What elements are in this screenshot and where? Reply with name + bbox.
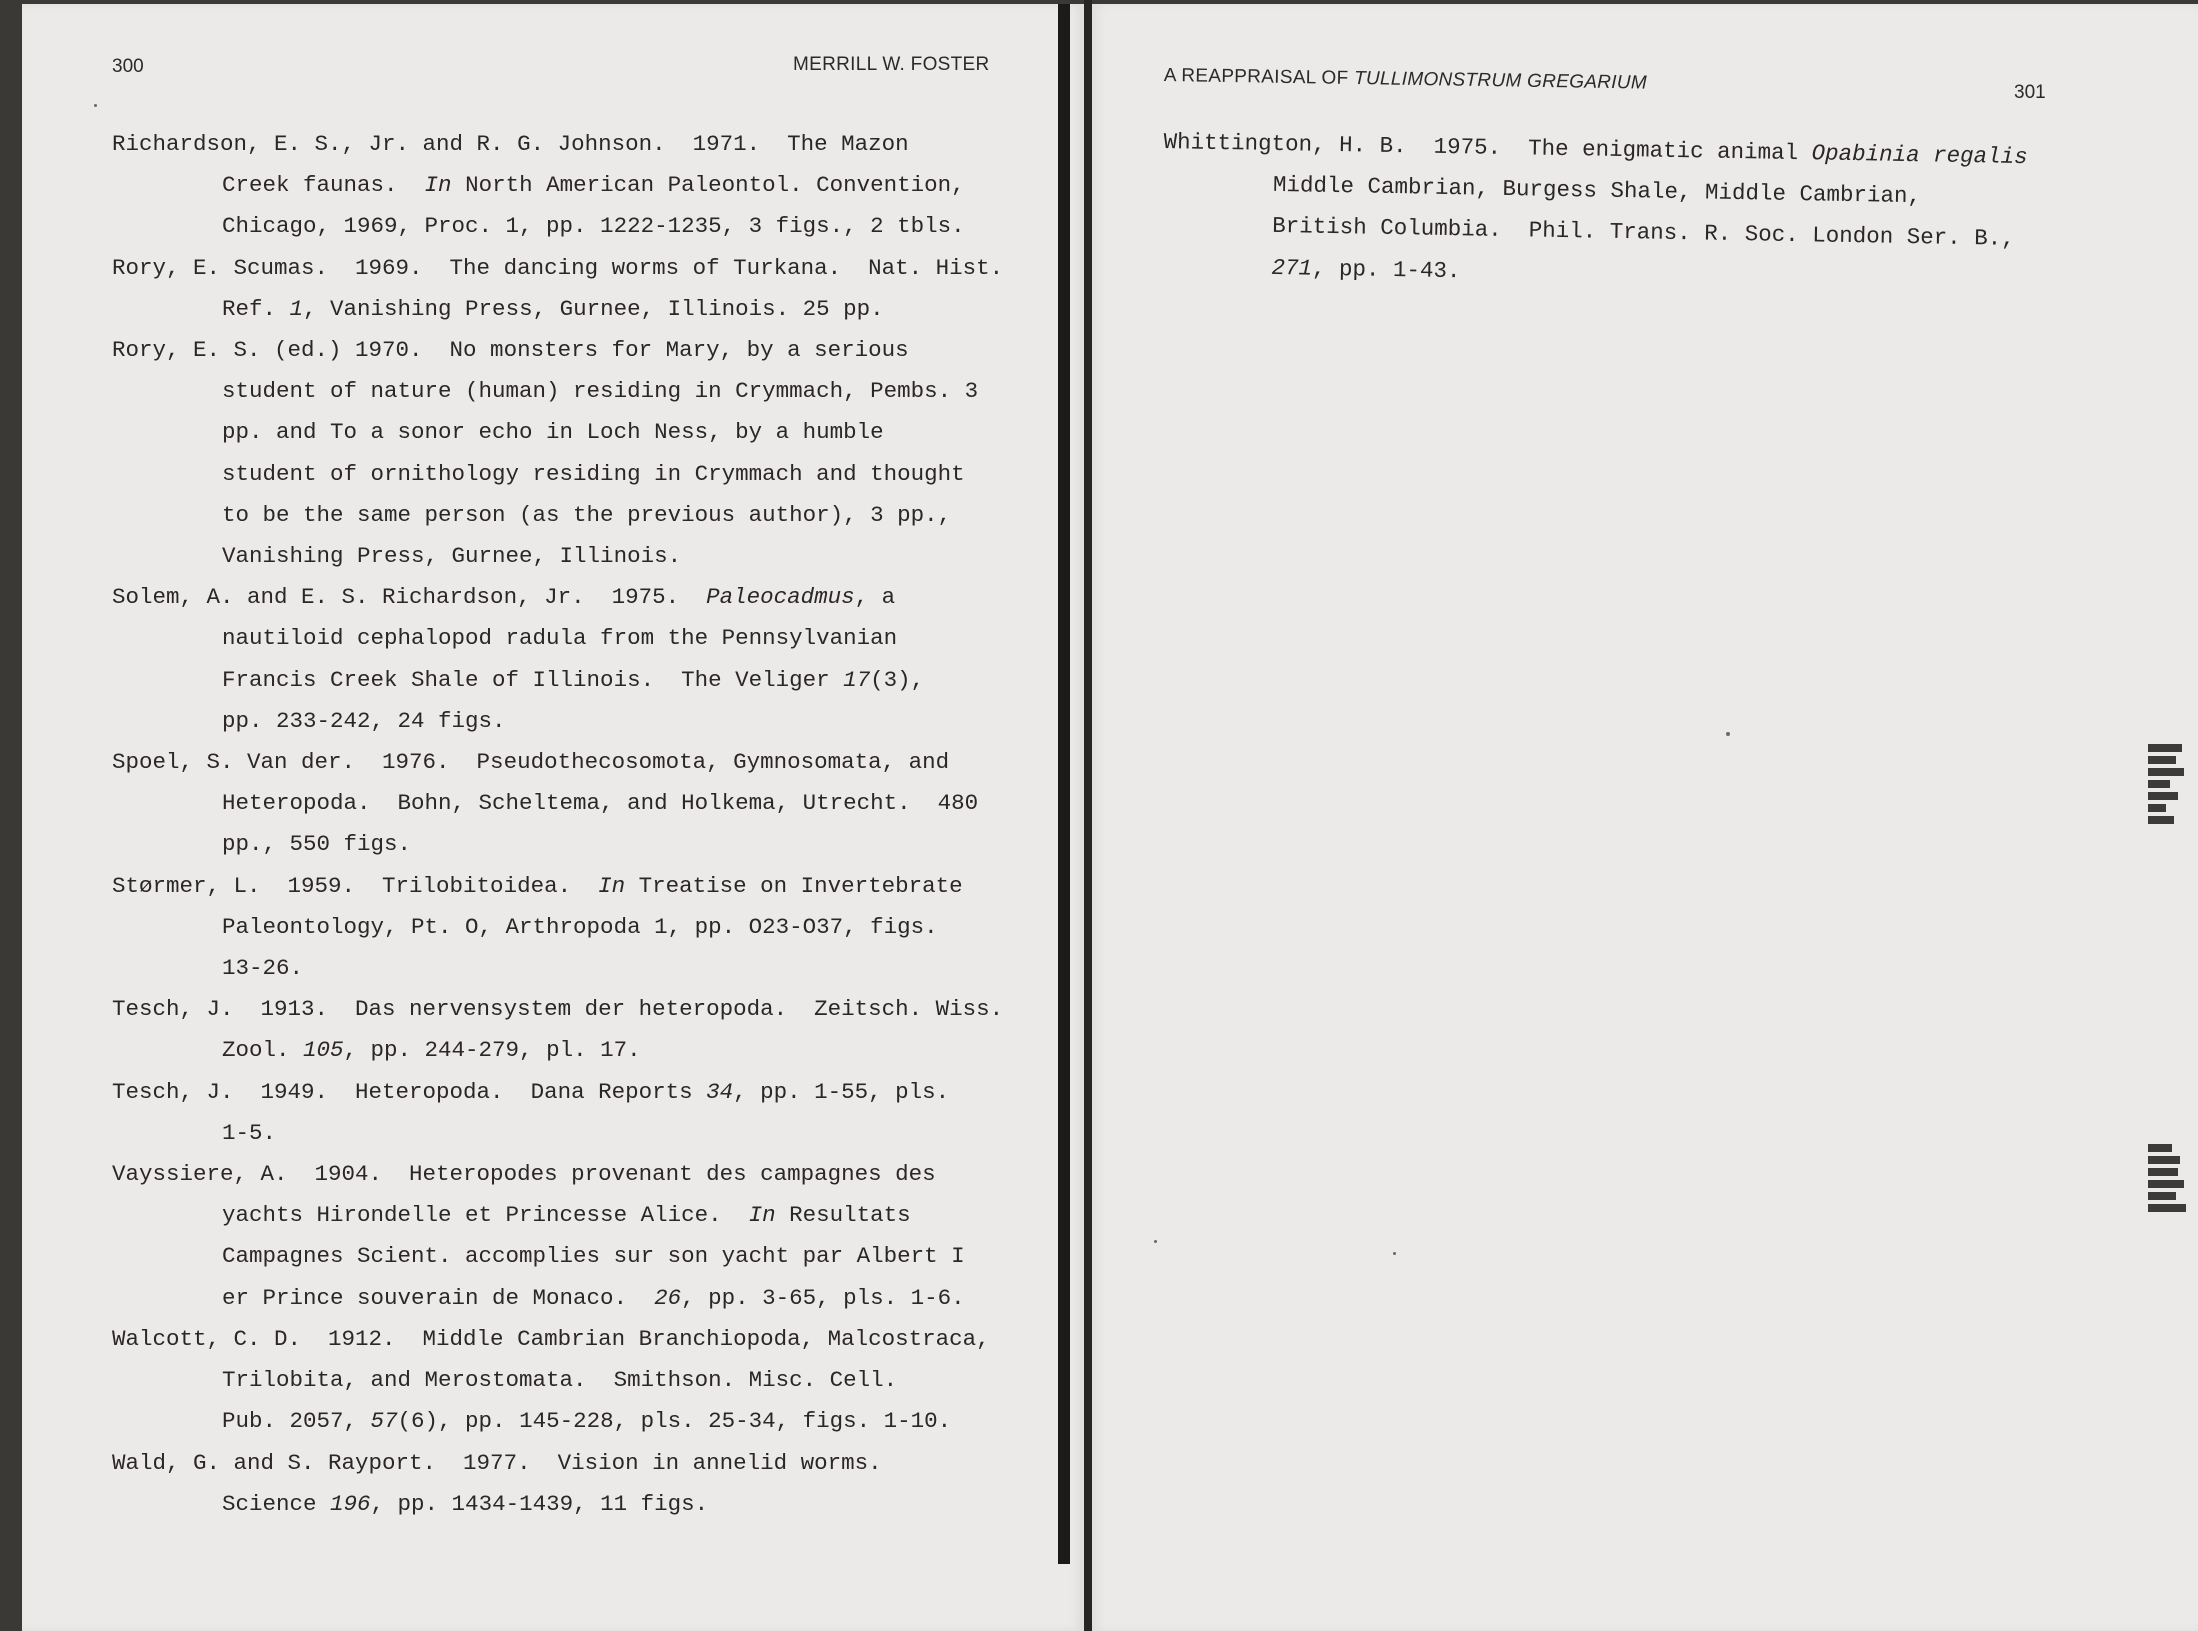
reference-entry <box>112 1072 1003 1154</box>
reference-line: Whittington, H. B. 1975. The enigmatic animal Opabinia regalis <box>1163 128 2028 171</box>
reference-line: yachts Hirondelle et Princesse Alice. In Resultats <box>222 1202 911 1229</box>
reference-line: pp., 550 figs. <box>222 831 412 858</box>
left-page <box>22 4 1084 1631</box>
reference-list-left <box>112 124 1003 1525</box>
reference-line: Heteropoda. Bohn, Scheltema, and Holkema, Utrecht. 480 <box>222 790 979 817</box>
italic-text: In <box>424 172 452 199</box>
running-head-italic: TULLIMONSTRUM GREGARIUM <box>1353 67 1648 94</box>
speck <box>1393 1252 1396 1255</box>
running-head-prefix: A REAPPRAISAL OF <box>1163 65 1355 89</box>
reference-line: Campagnes Scient. accomplies sur son yacht par Albert I <box>222 1243 965 1270</box>
reference-line: 13-26. <box>222 955 304 982</box>
reference-entry <box>112 742 1003 866</box>
reference-line: Spoel, S. Van der. 1976. Pseudothecosomota, Gymnosomata, and <box>112 749 950 776</box>
reference-line: Creek faunas. In North American Paleontol. Convention, <box>222 172 965 199</box>
reference-line: pp. and To a sonor echo in Loch Ness, by a humble <box>222 419 884 446</box>
reference-line: 1-5. <box>222 1119 277 1146</box>
reference-line: Paleontology, Pt. O, Arthropoda 1, pp. O23-O37, figs. <box>222 913 938 940</box>
reference-line: Rory, E. S. (ed.) 1970. No monsters for Mary, by a serious <box>112 337 909 364</box>
reference-line: Francis Creek Shale of Illinois. The Veliger 17(3), <box>222 666 925 693</box>
italic-text: 196 <box>330 1490 371 1517</box>
gutter-shadow <box>1084 0 1092 1631</box>
italic-text: 26 <box>654 1284 682 1311</box>
reference-line: 271, pp. 1-43. <box>1271 254 1461 284</box>
italic-text: 271 <box>1271 254 1313 282</box>
reference-line: Chicago, 1969, Proc. 1, pp. 1222-1235, 3 figs., 2 tbls. <box>222 213 965 240</box>
running-head-right <box>1164 65 1648 95</box>
reference-line: Wald, G. and S. Rayport. 1977. Vision in annelid worms. <box>112 1449 882 1476</box>
reference-line: to be the same person (as the previous author), 3 pp., <box>222 501 952 528</box>
reference-line: student of nature (human) residing in Crymmach, Pembs. 3 <box>222 378 979 405</box>
reference-line: Størmer, L. 1959. Trilobitoidea. In Treatise on Invertebrate <box>112 872 963 899</box>
speck <box>94 104 97 107</box>
reference-line: pp. 233-242, 24 figs. <box>222 707 506 734</box>
page-number-right: 301 <box>2014 82 2046 103</box>
reference-entry <box>1161 122 2028 302</box>
reference-entry <box>112 989 1003 1071</box>
reference-line: student of ornithology residing in Crymmach and thought <box>222 460 965 487</box>
reference-line: Vayssiere, A. 1904. Heteropodes provenant des campagnes des <box>112 1161 936 1188</box>
reference-line: British Columbia. Phil. Trans. R. Soc. London Ser. B., <box>1271 213 2015 253</box>
speck <box>1154 1240 1157 1243</box>
italic-text: In <box>598 872 626 899</box>
italic-text: 34 <box>706 1078 734 1105</box>
reference-line: Walcott, C. D. 1912. Middle Cambrian Branchiopoda, Malcostraca, <box>112 1325 990 1352</box>
reference-line: er Prince souverain de Monaco. 26, pp. 3-65, pls. 1-6. <box>222 1284 965 1311</box>
reference-line: Trilobita, and Merostomata. Smithson. Misc. Cell. <box>222 1367 898 1394</box>
reference-line: Solem, A. and E. S. Richardson, Jr. 1975. Paleocadmus, a <box>112 584 896 611</box>
gutter-line <box>1058 4 1070 1564</box>
reference-list-right <box>1161 122 2028 302</box>
reference-entry <box>112 330 1003 577</box>
reference-line: Rory, E. Scumas. 1969. The dancing worms of Turkana. Nat. Hist. <box>112 254 1004 281</box>
reference-line: Tesch, J. 1913. Das nervensystem der heteropoda. Zeitsch. Wiss. <box>112 996 1004 1023</box>
reference-entry <box>112 1443 1003 1525</box>
running-head-left: MERRILL W. FOSTER <box>793 54 990 75</box>
reference-entry <box>112 124 1003 248</box>
italic-text: 57 <box>370 1408 398 1435</box>
reference-entry <box>112 1154 1003 1319</box>
reference-line: Science 196, pp. 1434-1439, 11 figs. <box>222 1490 709 1517</box>
reference-line: Tesch, J. 1949. Heteropoda. Dana Reports 34, pp. 1-55, pls. <box>112 1078 950 1105</box>
reference-entry <box>112 1319 1003 1443</box>
reference-line: Ref. 1, Vanishing Press, Gurnee, Illinois. 25 pp. <box>222 295 884 322</box>
reference-line: Middle Cambrian, Burgess Shale, Middle Cambrian, <box>1272 172 1922 210</box>
right-page <box>1092 4 2198 1631</box>
bleed-through-text <box>2148 1140 2188 1216</box>
italic-text: 17 <box>843 666 871 693</box>
reference-line: nautiloid cephalopod radula from the Pennsylvanian <box>222 625 898 652</box>
reference-line: Pub. 2057, 57(6), pp. 145-228, pls. 25-34, figs. 1-10. <box>222 1408 952 1435</box>
reference-entry <box>112 248 1003 330</box>
speck <box>1726 732 1730 736</box>
reference-line: Richardson, E. S., Jr. and R. G. Johnson. 1971. The Mazon <box>112 131 909 157</box>
reference-entry <box>112 577 1003 742</box>
italic-text: Paleocadmus <box>706 584 855 611</box>
italic-text: 1 <box>289 295 304 322</box>
reference-entry <box>112 866 1003 990</box>
italic-text: Opabinia regalis <box>1811 140 2028 171</box>
bleed-through-text <box>2148 740 2188 828</box>
page-number-left: 300 <box>112 56 144 77</box>
italic-text: In <box>748 1202 776 1229</box>
italic-text: 105 <box>303 1037 344 1064</box>
reference-line: Vanishing Press, Gurnee, Illinois. <box>222 543 682 570</box>
reference-line: Zool. 105, pp. 244-279, pl. 17. <box>222 1037 641 1064</box>
